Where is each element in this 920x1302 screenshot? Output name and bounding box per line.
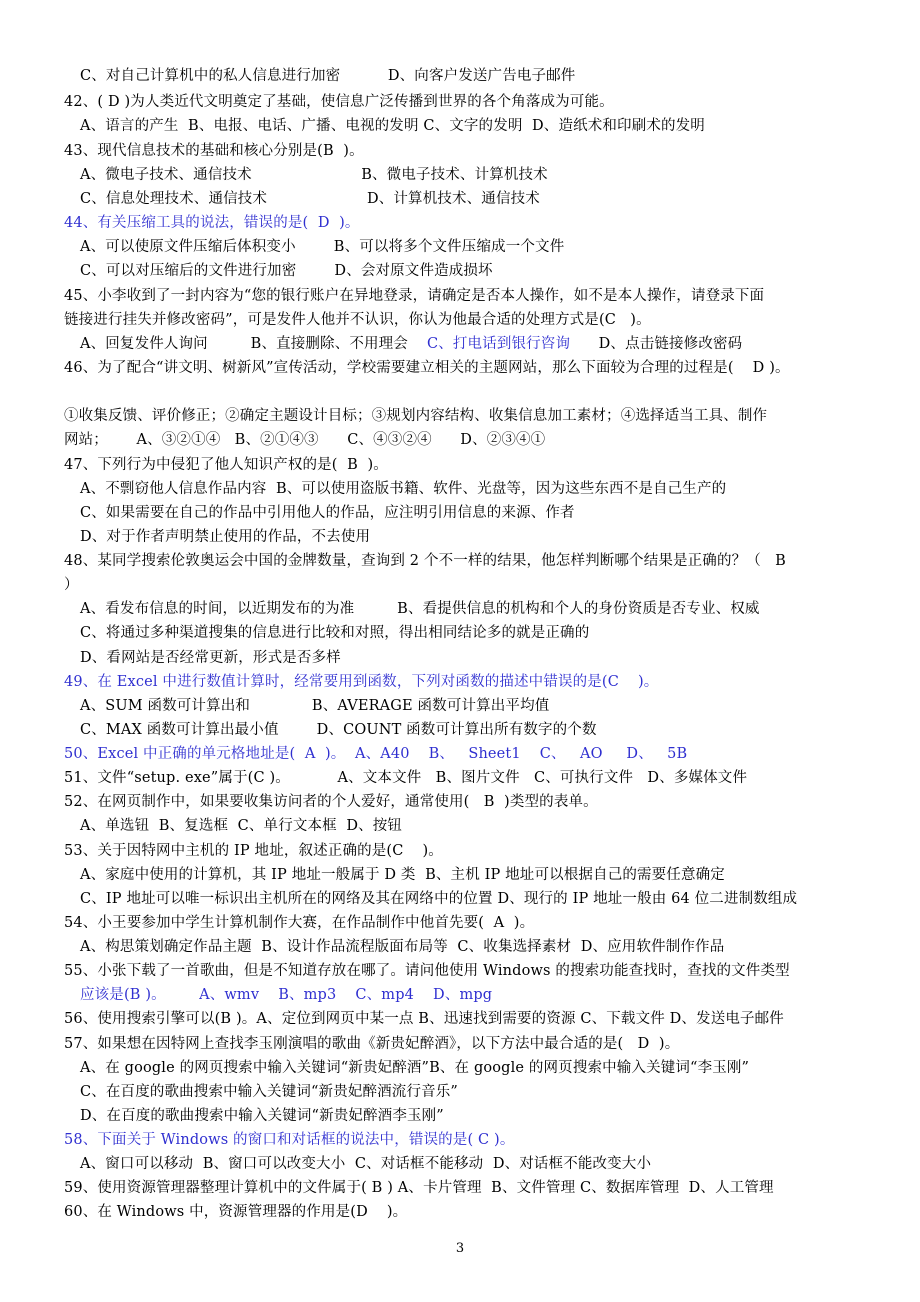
- question-43: 43、现代信息技术的基础和核心分别是(B )。: [64, 143, 364, 159]
- question-49-options-cd: C、MAX 函数可计算出最小值 D、COUNT 函数可计算出所有数字的个数: [80, 722, 597, 738]
- option-c-highlight: C、打电话到银行咨询: [427, 336, 571, 352]
- question-46-steps: ①收集反馈、评价修正；②确定主题设计目标；③规划内容结构、收集信息加工素材；④选择适当工具、制作: [64, 408, 768, 424]
- question-60: 60、在 Windows 中，资源管理器的作用是(D )。: [64, 1204, 408, 1220]
- question-48-option-d: D、看网站是否经常更新，形式是否多样: [80, 650, 341, 666]
- question-59: 59、使用资源管理器整理计算机中的文件属于( B ) A、卡片管理 B、文件管理 C、数据库管理 D、人工管理: [64, 1180, 774, 1196]
- question-47-option-d: D、对于作者声明禁止使用的作品，不去使用: [80, 529, 371, 545]
- question-58-options: A、窗口可以移动 B、窗口可以改变大小 C、对话框不能移动 D、对话框不能改变大小: [80, 1156, 652, 1172]
- question-51: 51、文件“setup. exe”属于(C )。 A、文本文件 B、图片文件 C、可执行文件 D、多媒体文件: [64, 770, 748, 786]
- question-49-options-ab: A、SUM 函数可计算出和 B、AVERAGE 函数可计算出平均值: [80, 698, 550, 714]
- question-54-options: A、构思策划确定作品主题 B、设计作品流程版面布局等 C、收集选择素材 D、应用软件制作作品: [80, 939, 725, 955]
- question-58: 58、下面关于 Windows 的窗口和对话框的说法中，错误的是( C )。: [64, 1132, 515, 1148]
- question-42-options: A、语言的产生 B、电报、电话、广播、电视的发明 C、文字的发明 D、造纸术和印刷术的发明: [80, 118, 705, 134]
- question-56: 56、使用搜索引擎可以(B )。A、定位到网页中某一点 B、迅速找到需要的资源 C、下载文件 D、发送电子邮件: [64, 1011, 784, 1027]
- question-57-options-ab: A、在 google 的网页搜索中输入关键词“新贵妃醉酒”B、在 google 的网页搜索中输入关键词“李玉刚”: [80, 1060, 750, 1076]
- question-53: 53、关于因特网中主机的 IP 地址，叙述正确的是(C )。: [64, 843, 443, 859]
- question-44: 44、有关压缩工具的说法，错误的是( D )。: [64, 215, 360, 231]
- question-45-options: [80, 334, 742, 354]
- question-45-cont: 链接进行挂失并修改密码”，可是发件人他并不认识，你认为他最合适的处理方式是(C )。: [64, 312, 651, 328]
- question-54: 54、小王要参加中学生计算机制作大赛，在作品制作中他首先要( A )。: [64, 915, 535, 931]
- page-number: 3: [455, 1241, 465, 1256]
- question-57-option-c: C、在百度的歌曲搜索中输入关键词“新贵妃醉酒流行音乐”: [80, 1084, 458, 1100]
- question-57-option-d: D、在百度的歌曲搜索中输入关键词“新贵妃醉酒李玉刚”: [80, 1108, 444, 1124]
- question-52-options: A、单选钮 B、复选框 C、单行文本框 D、按钮: [80, 818, 403, 834]
- option-ab: A、回复发件人询问 B、直接删除、不用理会: [80, 336, 427, 352]
- question-46-options: 网站； A、③②①④ B、②①④③ C、④③②④ D、②③④①: [64, 432, 546, 448]
- question-43-options-cd: C、信息处理技术、通信技术 D、计算机技术、通信技术: [80, 191, 540, 207]
- question-48: 48、某同学搜索伦敦奥运会中国的金牌数量，查询到 2 个不一样的结果，他怎样判断哪个结果是正确的？（ B: [64, 553, 786, 569]
- question-45: 45、小李收到了一封内容为“您的银行账户在异地登录，请确定是否本人操作，如不是本人操作，请登录下面: [64, 288, 765, 304]
- question-47-option-c: C、如果需要在自己的作品中引用他人的作品，应注明引用信息的来源、作者: [80, 505, 575, 521]
- question-44-options-cd: C、可以对压缩后的文件进行加密 D、会对原文件造成损坏: [80, 263, 493, 279]
- question-46: 46、为了配合“讲文明、树新风”宣传活动，学校需要建立相关的主题网站，那么下面较为合理的过程是( D )。: [64, 360, 790, 376]
- question-53-options-ab: A、家庭中使用的计算机，其 IP 地址一般属于 D 类 B、主机 IP 地址可以根据自己的需要任意确定: [80, 867, 725, 883]
- question-52: 52、在网页制作中，如果要收集访问者的个人爱好，通常使用( B )类型的表单。: [64, 794, 598, 810]
- question-42: 42、( D )为人类近代文明奠定了基础，使信息广泛传播到世界的各个角落成为可能。: [64, 94, 614, 110]
- question-47-option-ab: A、不剽窃他人信息作品内容 B、可以使用盗版书籍、软件、光盘等，因为这些东西不是自己生产的: [80, 481, 727, 497]
- question-55: 55、小张下载了一首歌曲，但是不知道存放在哪了。请问他使用 Windows 的搜索功能查找时，查找的文件类型: [64, 963, 790, 979]
- text-line-c-option: C、对自己计算机中的私人信息进行加密 D、向客户发送广告电子邮件: [80, 68, 576, 84]
- question-53-options-cd: C、IP 地址可以唯一标识出主机所在的网络及其在网络中的位置 D、现行的 IP 地址一般由 64 位二进制数组成: [80, 891, 798, 907]
- question-43-options-ab: A、微电子技术、通信技术 B、微电子技术、计算机技术: [80, 167, 548, 183]
- question-50: 50、Excel 中正确的单元格地址是( A )。 A、A40 B、 Sheet1 C、 AO D、 5B: [64, 746, 688, 762]
- question-49: 49、在 Excel 中进行数值计算时，经常要用到函数，下列对函数的描述中错误的是(C )。: [64, 674, 659, 690]
- option-d: D、点击链接修改密码: [570, 336, 743, 352]
- question-48-close: ）: [64, 577, 79, 593]
- question-47: 47、下列行为中侵犯了他人知识产权的是( B )。: [64, 457, 388, 473]
- question-48-option-c: C、将通过多种渠道搜集的信息进行比较和对照，得出相同结论多的就是正确的: [80, 625, 590, 641]
- question-55-cont: 应该是(B )。 A、wmv B、mp3 C、mp4 D、mpg: [80, 987, 493, 1003]
- question-44-options-ab: A、可以使原文件压缩后体积变小 B、可以将多个文件压缩成一个文件: [80, 239, 565, 255]
- question-48-option-ab: A、看发布信息的时间，以近期发布的为准 B、看提供信息的机构和个人的身份资质是否专业、权威: [80, 601, 760, 617]
- question-57: 57、如果想在因特网上查找李玉刚演唱的歌曲《新贵妃醉酒》，以下方法中最合适的是( D )。: [64, 1036, 680, 1052]
